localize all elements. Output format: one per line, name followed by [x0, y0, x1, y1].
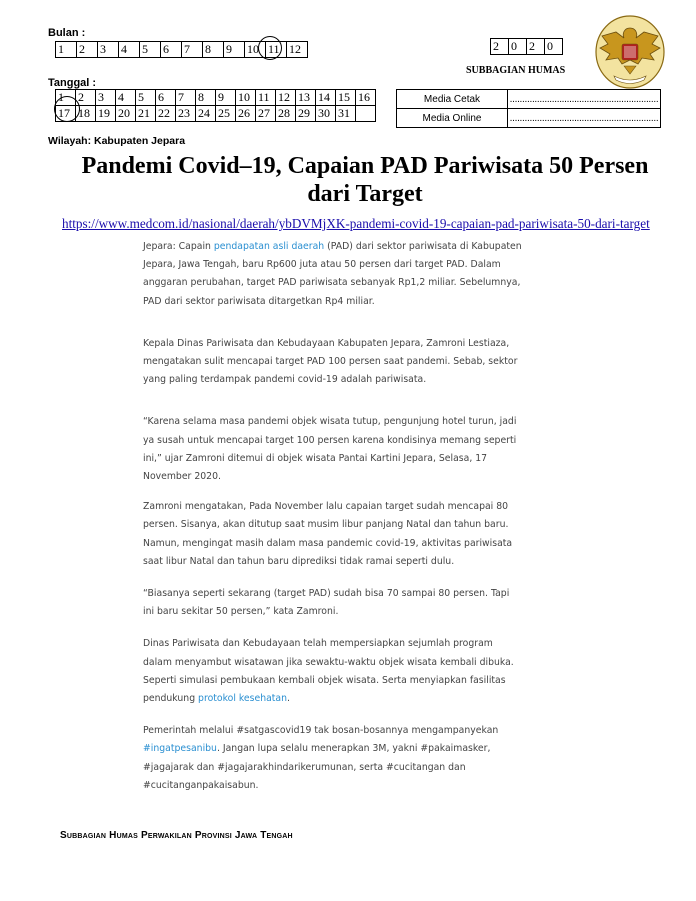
month-cell: 2 — [77, 42, 98, 58]
month-cell: 10 — [245, 42, 266, 58]
date-grid — [55, 89, 376, 122]
day-cell: 9 — [216, 90, 236, 106]
day-cell: 3 — [96, 90, 116, 106]
day-cell: 25 — [216, 106, 236, 122]
day-cell: 28 — [276, 106, 296, 122]
month-cell: 9 — [224, 42, 245, 58]
month-selection-circle — [258, 36, 282, 60]
paragraph-1 — [143, 238, 523, 311]
garuda-emblem-icon — [594, 14, 666, 90]
day-cell: 27 — [256, 106, 276, 122]
source-url-link[interactable]: https://www.medcom.id/nasional/daerah/ybDVMjXK-pandemi-covid-19-capaian-pad-pariwisata-50-dari-target — [62, 216, 650, 231]
media-table — [396, 89, 661, 128]
day-cell: 10 — [236, 90, 256, 106]
year-digit-cell: 0 — [509, 39, 527, 55]
day-cell: 8 — [196, 90, 216, 106]
p1-text-a: Jepara: Capain — [143, 241, 214, 252]
day-cell: 2 — [76, 90, 96, 106]
p7-text-b: . Jangan lupa selalu menerapkan 3M, yakni #pakaimasker, #jagajarak dan #jagajarakhindarikerumunan, serta #cucitangan dan #cucitanganpakaisabun. — [143, 743, 491, 791]
article-title-line1: Pandemi Covid–19, Capaian PAD Pariwisata 50 Persen — [81, 153, 649, 179]
day-cell: 26 — [236, 106, 256, 122]
day-cell: 4 — [116, 90, 136, 106]
year-digit-cell: 2 — [491, 39, 509, 55]
day-cell: 20 — [116, 106, 136, 122]
tanggal-label: Tanggal : — [48, 77, 97, 89]
year-digit-cell: 0 — [545, 39, 563, 55]
year-grid — [490, 38, 563, 55]
day-cell: 31 — [336, 106, 356, 122]
paragraph-5: “Biasanya seperti sekarang (target PAD) sudah bisa 70 sampai 80 persen. Tapi ini baru sekitar 50 persen,” kata Zamroni. — [143, 588, 510, 618]
day-cell: 29 — [296, 106, 316, 122]
footer-text: Subbagian Humas Perwakilan Provinsi Jawa Tengah — [60, 830, 293, 841]
day-cell: 5 — [136, 90, 156, 106]
month-cell: 12 — [287, 42, 308, 58]
p6-text-a: Dinas Pariwisata dan Kebudayaan telah mempersiapkan sejumlah program dalam menyambut wisatawan jika sewaktu-waktu objek wisata kembali dibuka. Seperti simulasi pembukaan kembali objek wisata. Serta menyiapkan fasilitas pendukung — [143, 638, 514, 705]
month-cell: 3 — [98, 42, 119, 58]
protokol-kesehatan-link[interactable]: protokol kesehatan — [198, 693, 288, 705]
article-title — [40, 152, 690, 208]
day-cell: 1 — [56, 90, 76, 106]
month-cell: 1 — [56, 42, 77, 58]
paragraph-7 — [143, 722, 523, 795]
media-cetak-dots: ............................................................ — [508, 90, 661, 109]
media-online-dots: ............................................................ — [508, 109, 661, 128]
bulan-label: Bulan : — [48, 27, 86, 39]
day-cell: 30 — [316, 106, 336, 122]
year-digit-cell: 2 — [527, 39, 545, 55]
p7-text-a: Pemerintah melalui #satgascovid19 tak bosan-bosannya mengampanyekan — [143, 725, 499, 737]
day-cell: 15 — [336, 90, 356, 106]
p6-text-b: . — [287, 693, 290, 705]
day-cell: 19 — [96, 106, 116, 122]
month-cell: 6 — [161, 42, 182, 58]
day-cell: 22 — [156, 106, 176, 122]
month-cell: 11 — [266, 42, 287, 58]
paragraph-2: Kepala Dinas Pariwisata dan Kebudayaan Kabupaten Jepara, Zamroni Lestiaza, mengatakan sulit mencapai target PAD 100 persen saat pandemi. Sebab, sektor yang paling terdampak pandemi covid-19 adalah pariwisata. — [143, 337, 518, 386]
wilayah-label: Wilayah: Kabupaten Jepara — [48, 135, 186, 147]
article-body — [143, 238, 523, 795]
paragraph-4: Zamroni mengatakan, Pada November lalu capaian target sudah mencapai 80 persen. Sisanya, akan ditutup saat musim libur panjang Natal dan tahun baru. Namun, mengingat masih dalam masa pandemic covid-19, aktivitas pariwisata saat libur Natal dan tahun baru diprediksi tidak ramai seperti dulu. — [143, 501, 513, 567]
month-cell: 5 — [140, 42, 161, 58]
p1-text-b: (PAD) dari sektor pariwisata di Kabupaten Jepara, Jawa Tengah, baru Rp600 juta atau 50 persen dari target PAD. Dalam anggaran perubahan, target PAD pariwisata sebanyak Rp1,2 miliar. Sebelumnya, PAD dari sektor pariwisata ditargetkan Rp4 miliar. — [143, 241, 522, 307]
day-cell: 11 — [256, 90, 276, 106]
day-cell: 13 — [296, 90, 316, 106]
day-cell: 7 — [176, 90, 196, 106]
day-cell: 21 — [136, 106, 156, 122]
paragraph-3: “Karena selama masa pandemi objek wisata tutup, pengunjung hotel turun, jadi ya susah untuk mencapai target 100 persen karena kondisinya memang seperti ini,” ujar Zamroni ditemui di objek wisata Pantai Kartini Jepara, Selasa, 17 November 2020. — [143, 416, 517, 483]
month-cell: 8 — [203, 42, 224, 58]
media-online-label: Media Online — [397, 109, 508, 128]
paragraph-6 — [143, 635, 523, 708]
subbagian-humas-label: SUBBAGIAN HUMAS — [466, 65, 566, 76]
day-selection-circle — [54, 96, 80, 122]
day-cell: 23 — [176, 106, 196, 122]
day-cell: 18 — [76, 106, 96, 122]
month-cell: 7 — [182, 42, 203, 58]
day-cell: 24 — [196, 106, 216, 122]
ingatpesanibu-link[interactable]: #ingatpesanibu — [143, 743, 217, 755]
day-cell: 16 — [356, 90, 376, 106]
media-cetak-label: Media Cetak — [397, 90, 508, 109]
day-cell: 17 — [56, 106, 76, 122]
day-cell: 14 — [316, 90, 336, 106]
month-cell: 4 — [119, 42, 140, 58]
day-cell — [356, 106, 376, 122]
day-cell: 6 — [156, 90, 176, 106]
day-cell: 12 — [276, 90, 296, 106]
pad-link[interactable]: pendapatan asli daerah — [213, 241, 325, 252]
article-title-line2: dari Target — [307, 181, 423, 207]
